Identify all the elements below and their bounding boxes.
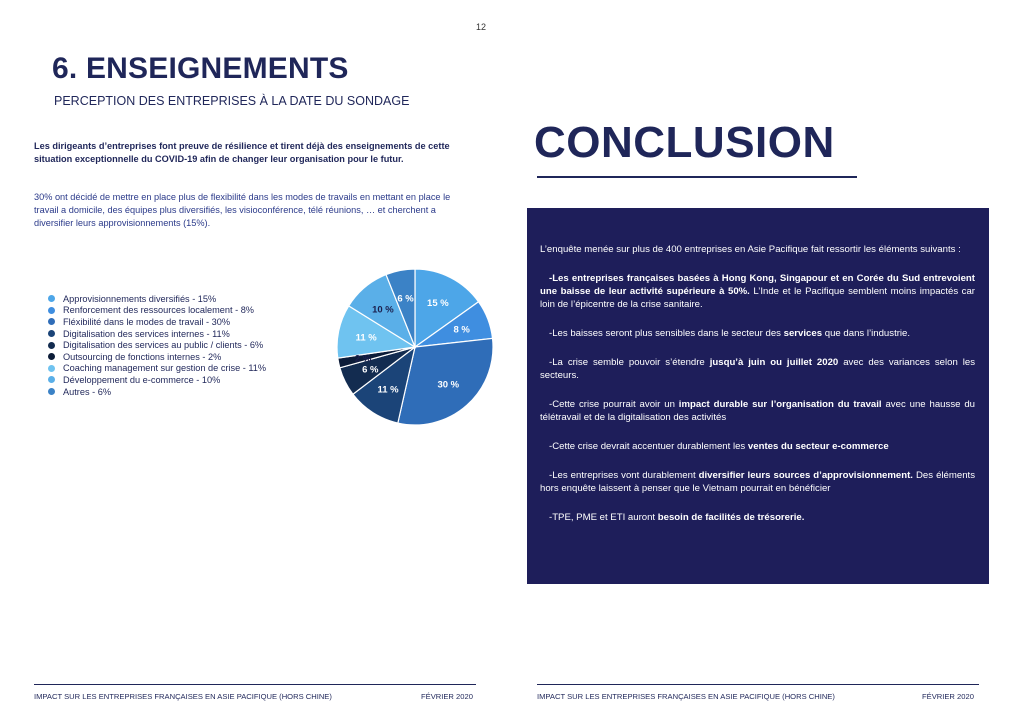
- conclusion-intro: L’enquête menée sur plus de 400 entreprises en Asie Pacifique fait ressortir les éléments suivants :: [540, 244, 961, 255]
- footer-divider-left: [34, 684, 476, 685]
- footer-title-left: IMPACT SUR LES ENTREPRISES FRANÇAISES EN ASIE PACIFIQUE (HORS CHINE): [34, 692, 332, 701]
- point-3-text-end: avec des variances selon les secteurs.: [540, 357, 975, 381]
- legend-item: [48, 351, 338, 363]
- point-1-text: L’Inde et le Pacifique semblent moins impactés car loin de l’épicentre de la crise sanitaire.: [540, 286, 975, 310]
- pie-slice-label: 11 %: [355, 332, 377, 344]
- point-4-text: -Cette crise pourrait avoir un: [549, 399, 679, 410]
- pie-slice-label: 30 %: [437, 379, 460, 391]
- footer-date-left: FÉVRIER 2020: [421, 692, 473, 701]
- legend-dot-icon: [48, 307, 55, 314]
- legend-dot-icon: [48, 318, 55, 325]
- point-7-bold: besoin de facilités de trésorerie.: [657, 512, 805, 523]
- pie-chart: [330, 262, 500, 432]
- legend-label: Fléxibilité dans le modes de travail - 30%: [63, 316, 230, 327]
- point-5-text: -Cette crise devrait accentuer durablement les: [549, 441, 748, 452]
- legend-label: Renforcement des ressources localement - 8%: [63, 305, 254, 316]
- page-number: 12: [476, 22, 487, 32]
- legend-item: [48, 339, 338, 351]
- footer-divider-right: [537, 684, 979, 685]
- point-3-text: -La crise semble pouvoir s’étendre: [549, 357, 710, 368]
- point-6-bold: diversifier leurs sources d’approvisionnement.: [698, 470, 913, 481]
- legend-item: [48, 328, 338, 340]
- point-5-bold: ventes du secteur e-commerce: [747, 441, 889, 452]
- legend-item: [48, 316, 338, 328]
- pie-slice-label: 8 %: [453, 324, 470, 336]
- pie-slice-label: 10 %: [372, 304, 394, 316]
- lead-paragraph: Les dirigeants d’entreprises font preuve de résilience et tirent déjà des enseignements de cette situation exceptionnelle du COVID-19 afin de changer leur organisation pour le futur.: [34, 141, 450, 164]
- point-2-text-end: que dans l’industrie.: [822, 328, 911, 339]
- legend-dot-icon: [48, 353, 55, 360]
- conclusion-title: CONCLUSION: [534, 118, 835, 167]
- pie-slice-label: 11 %: [377, 384, 399, 396]
- pie-slice-label: 6 %: [362, 364, 379, 376]
- legend-item: [48, 305, 338, 317]
- legend-label: Digitalisation des services au public / clients - 6%: [63, 340, 264, 351]
- conclusion-point-6: [540, 469, 975, 495]
- conclusion-box: [527, 208, 989, 584]
- legend-dot-icon: [48, 342, 55, 349]
- legend-label: Outsourcing de fonctions internes - 2%: [63, 351, 222, 362]
- footer-title-right: IMPACT SUR LES ENTREPRISES FRANÇAISES EN ASIE PACIFIQUE (HORS CHINE): [537, 692, 835, 701]
- conclusion-point-4: [540, 398, 975, 424]
- legend-label: Digitalisation des services internes - 11%: [63, 328, 230, 339]
- legend-item: [48, 293, 338, 305]
- conclusion-point-3: [540, 356, 975, 382]
- point-6-text: -Les entreprises vont durablement: [549, 470, 699, 481]
- section-subtitle: PERCEPTION DES ENTREPRISES À LA DATE DU SONDAGE: [54, 94, 410, 108]
- point-4-text-end: avec une hausse du télétravail et de la digitalisation des activités: [540, 399, 976, 423]
- conclusion-point-1: [540, 272, 975, 311]
- legend-dot-icon: [48, 330, 55, 337]
- legend-dot-icon: [48, 295, 55, 302]
- point-2-bold: services: [783, 328, 823, 339]
- pie-slice-label: 6 %: [397, 293, 414, 305]
- legend-label: Autres - 6%: [63, 386, 111, 397]
- body-paragraph: 30% ont décidé de mettre en place plus de flexibilité dans les modes de travails en mettant en place le travail a domicile, des équipes plus diversifiés, les visioconférence, télé réunions, … et cherchent a diversifier leurs approvisionnements (15%).: [34, 192, 451, 228]
- chart-legend: [48, 293, 338, 397]
- conclusion-point-7: [540, 511, 975, 524]
- legend-label: Coaching management sur gestion de crise - 11%: [63, 363, 267, 374]
- legend-dot-icon: [48, 365, 55, 372]
- legend-dot-icon: [48, 388, 55, 395]
- point-6-text-end: Des éléments hors enquête laissent à penser que le Vietnam pourrait en bénéficier: [540, 470, 976, 494]
- legend-item: [48, 363, 338, 375]
- pie-slice-label: 2 %: [354, 353, 372, 365]
- point-7-text: -TPE, PME et ETI auront: [549, 512, 658, 523]
- footer-date-right: FÉVRIER 2020: [922, 692, 974, 701]
- point-1-bold: -Les entreprises françaises basées à Hong Kong, Singapour et en Corée du Sud entrevoient une baisse de leur activité supérieure à 50%.: [540, 273, 975, 297]
- section-title: 6. ENSEIGNEMENTS: [52, 52, 349, 85]
- legend-item: [48, 386, 338, 398]
- legend-label: Approvisionnements diversifiés - 15%: [63, 293, 217, 304]
- pie-slice-label: 15 %: [427, 298, 449, 310]
- point-2-text: -Les baisses seront plus sensibles dans le secteur des: [549, 328, 784, 339]
- conclusion-point-2: [540, 327, 975, 340]
- point-4-bold: impact durable sur l’organisation du travail: [678, 399, 882, 410]
- point-3-bold: jusqu’à juin ou juillet 2020: [709, 357, 839, 368]
- legend-dot-icon: [48, 376, 55, 383]
- conclusion-point-5: [540, 440, 975, 453]
- legend-label: Développement du e-commerce - 10%: [63, 374, 221, 385]
- legend-item: [48, 374, 338, 386]
- title-underline: [537, 176, 857, 178]
